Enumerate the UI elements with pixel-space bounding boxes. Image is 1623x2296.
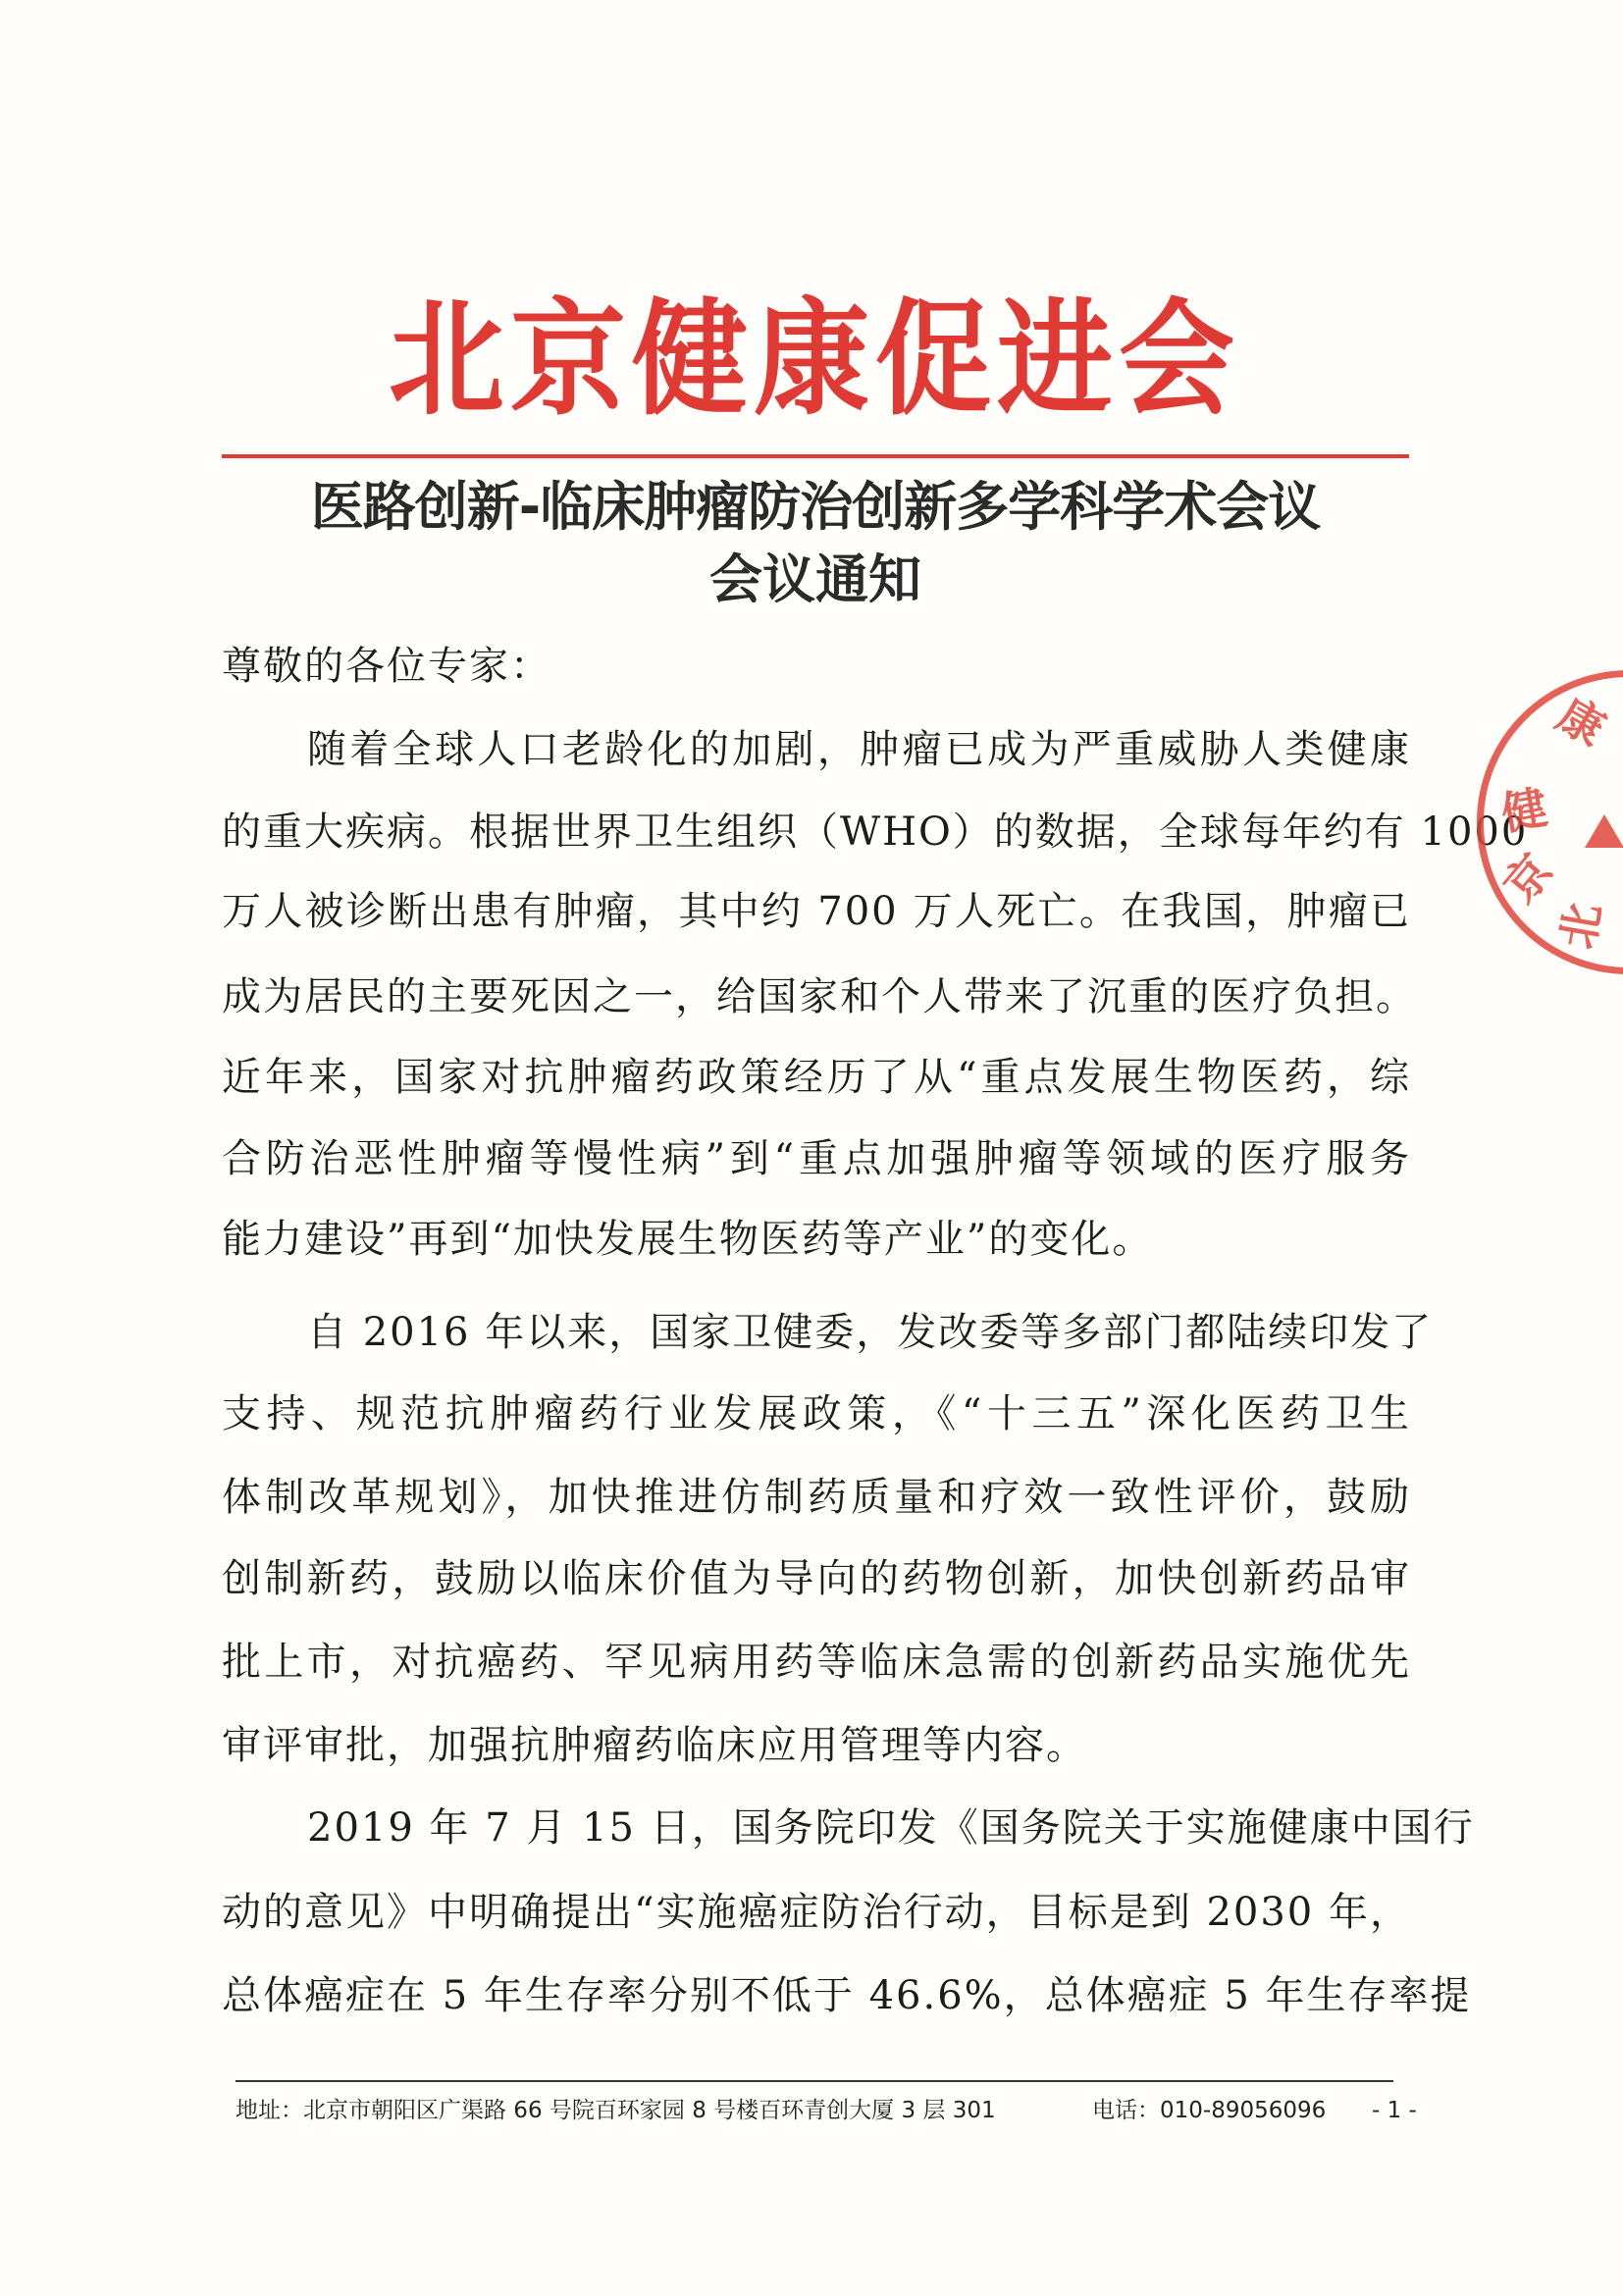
paragraph-line: 批上市，对抗癌药、罕见病用药等临床急需的创新药品实施优先 (222, 1640, 1411, 1685)
paragraph-line: 成为居民的主要死因之一，给国家和个人带来了沉重的医疗负担。 (222, 974, 1417, 1019)
document-subtitle: 会议通知 (709, 548, 921, 610)
seal-char: 健 (1497, 780, 1551, 841)
letterhead-red-rule (222, 454, 1409, 458)
paragraph-line: 总体癌症在 5 年生存率分别不低于 46.6%，总体癌症 5 年生存率提 (222, 1973, 1472, 2018)
footer-address: 地址：北京市朝阳区广渠路 66 号院百环家园 8 号楼百环青创大厦 3 层 301 (236, 2098, 996, 2123)
paragraph-line: 能力建设”再到“加快发展生物医药等产业”的变化。 (222, 1217, 1154, 1262)
paragraph-line: 随着全球人口老龄化的加剧，肿瘤已成为严重威胁人类健康 (307, 727, 1411, 772)
seal-char: 北 (1550, 899, 1611, 953)
paragraph-line: 近年来，国家对抗肿瘤药政策经历了从“重点发展生物医药，综 (222, 1055, 1411, 1100)
footer-rule (236, 2080, 1393, 2082)
paragraph-line: 动的意见》中明确提出“实施癌症防治行动，目标是到 2030 年， (222, 1890, 1411, 1935)
paragraph-line: 审评审批，加强抗肿瘤药临床应用管理等内容。 (222, 1723, 1087, 1768)
paragraph-line: 的重大疾病。根据世界卫生组织（WHO）的数据，全球每年约有 1000 (222, 809, 1529, 855)
paragraph-line: 2019 年 7 月 15 日，国务院印发《国务院关于实施健康中国行 (307, 1805, 1475, 1851)
paragraph-line: 合防治恶性肿瘤等慢性病”到“重点加强肿瘤等领域的医疗服务 (222, 1136, 1411, 1181)
seal-star-icon (1585, 814, 1623, 848)
paragraph-line: 自 2016 年以来，国家卫健委，发改委等多部门都陆续印发了 (307, 1310, 1434, 1355)
salutation: 尊敬的各位专家： (222, 644, 551, 689)
document-title: 医路创新-临床肿瘤防治创新多学科学术会议 (310, 476, 1321, 538)
footer-phone: 电话：010-89056096 (1092, 2098, 1327, 2123)
org-letterhead-title: 北京健康促进会 (388, 285, 1240, 433)
paragraph-line: 体制改革规划》，加快推进仿制药质量和疗效一致性评价，鼓励 (222, 1475, 1411, 1520)
paragraph-line: 支持、规范抗肿瘤药行业发展政策，《“十三五”深化医药卫生 (222, 1391, 1411, 1436)
paragraph-line: 创制新药，鼓励以临床价值为导向的药物创新，加快创新药品审 (222, 1556, 1411, 1601)
paragraph-line: 万人被诊断出患有肿瘤，其中约 700 万人死亡。在我国，肿瘤已 (222, 889, 1411, 934)
seal-char: 康 (1548, 687, 1614, 757)
page-number: - 1 - (1372, 2098, 1417, 2123)
seal-char: 京 (1492, 843, 1563, 913)
